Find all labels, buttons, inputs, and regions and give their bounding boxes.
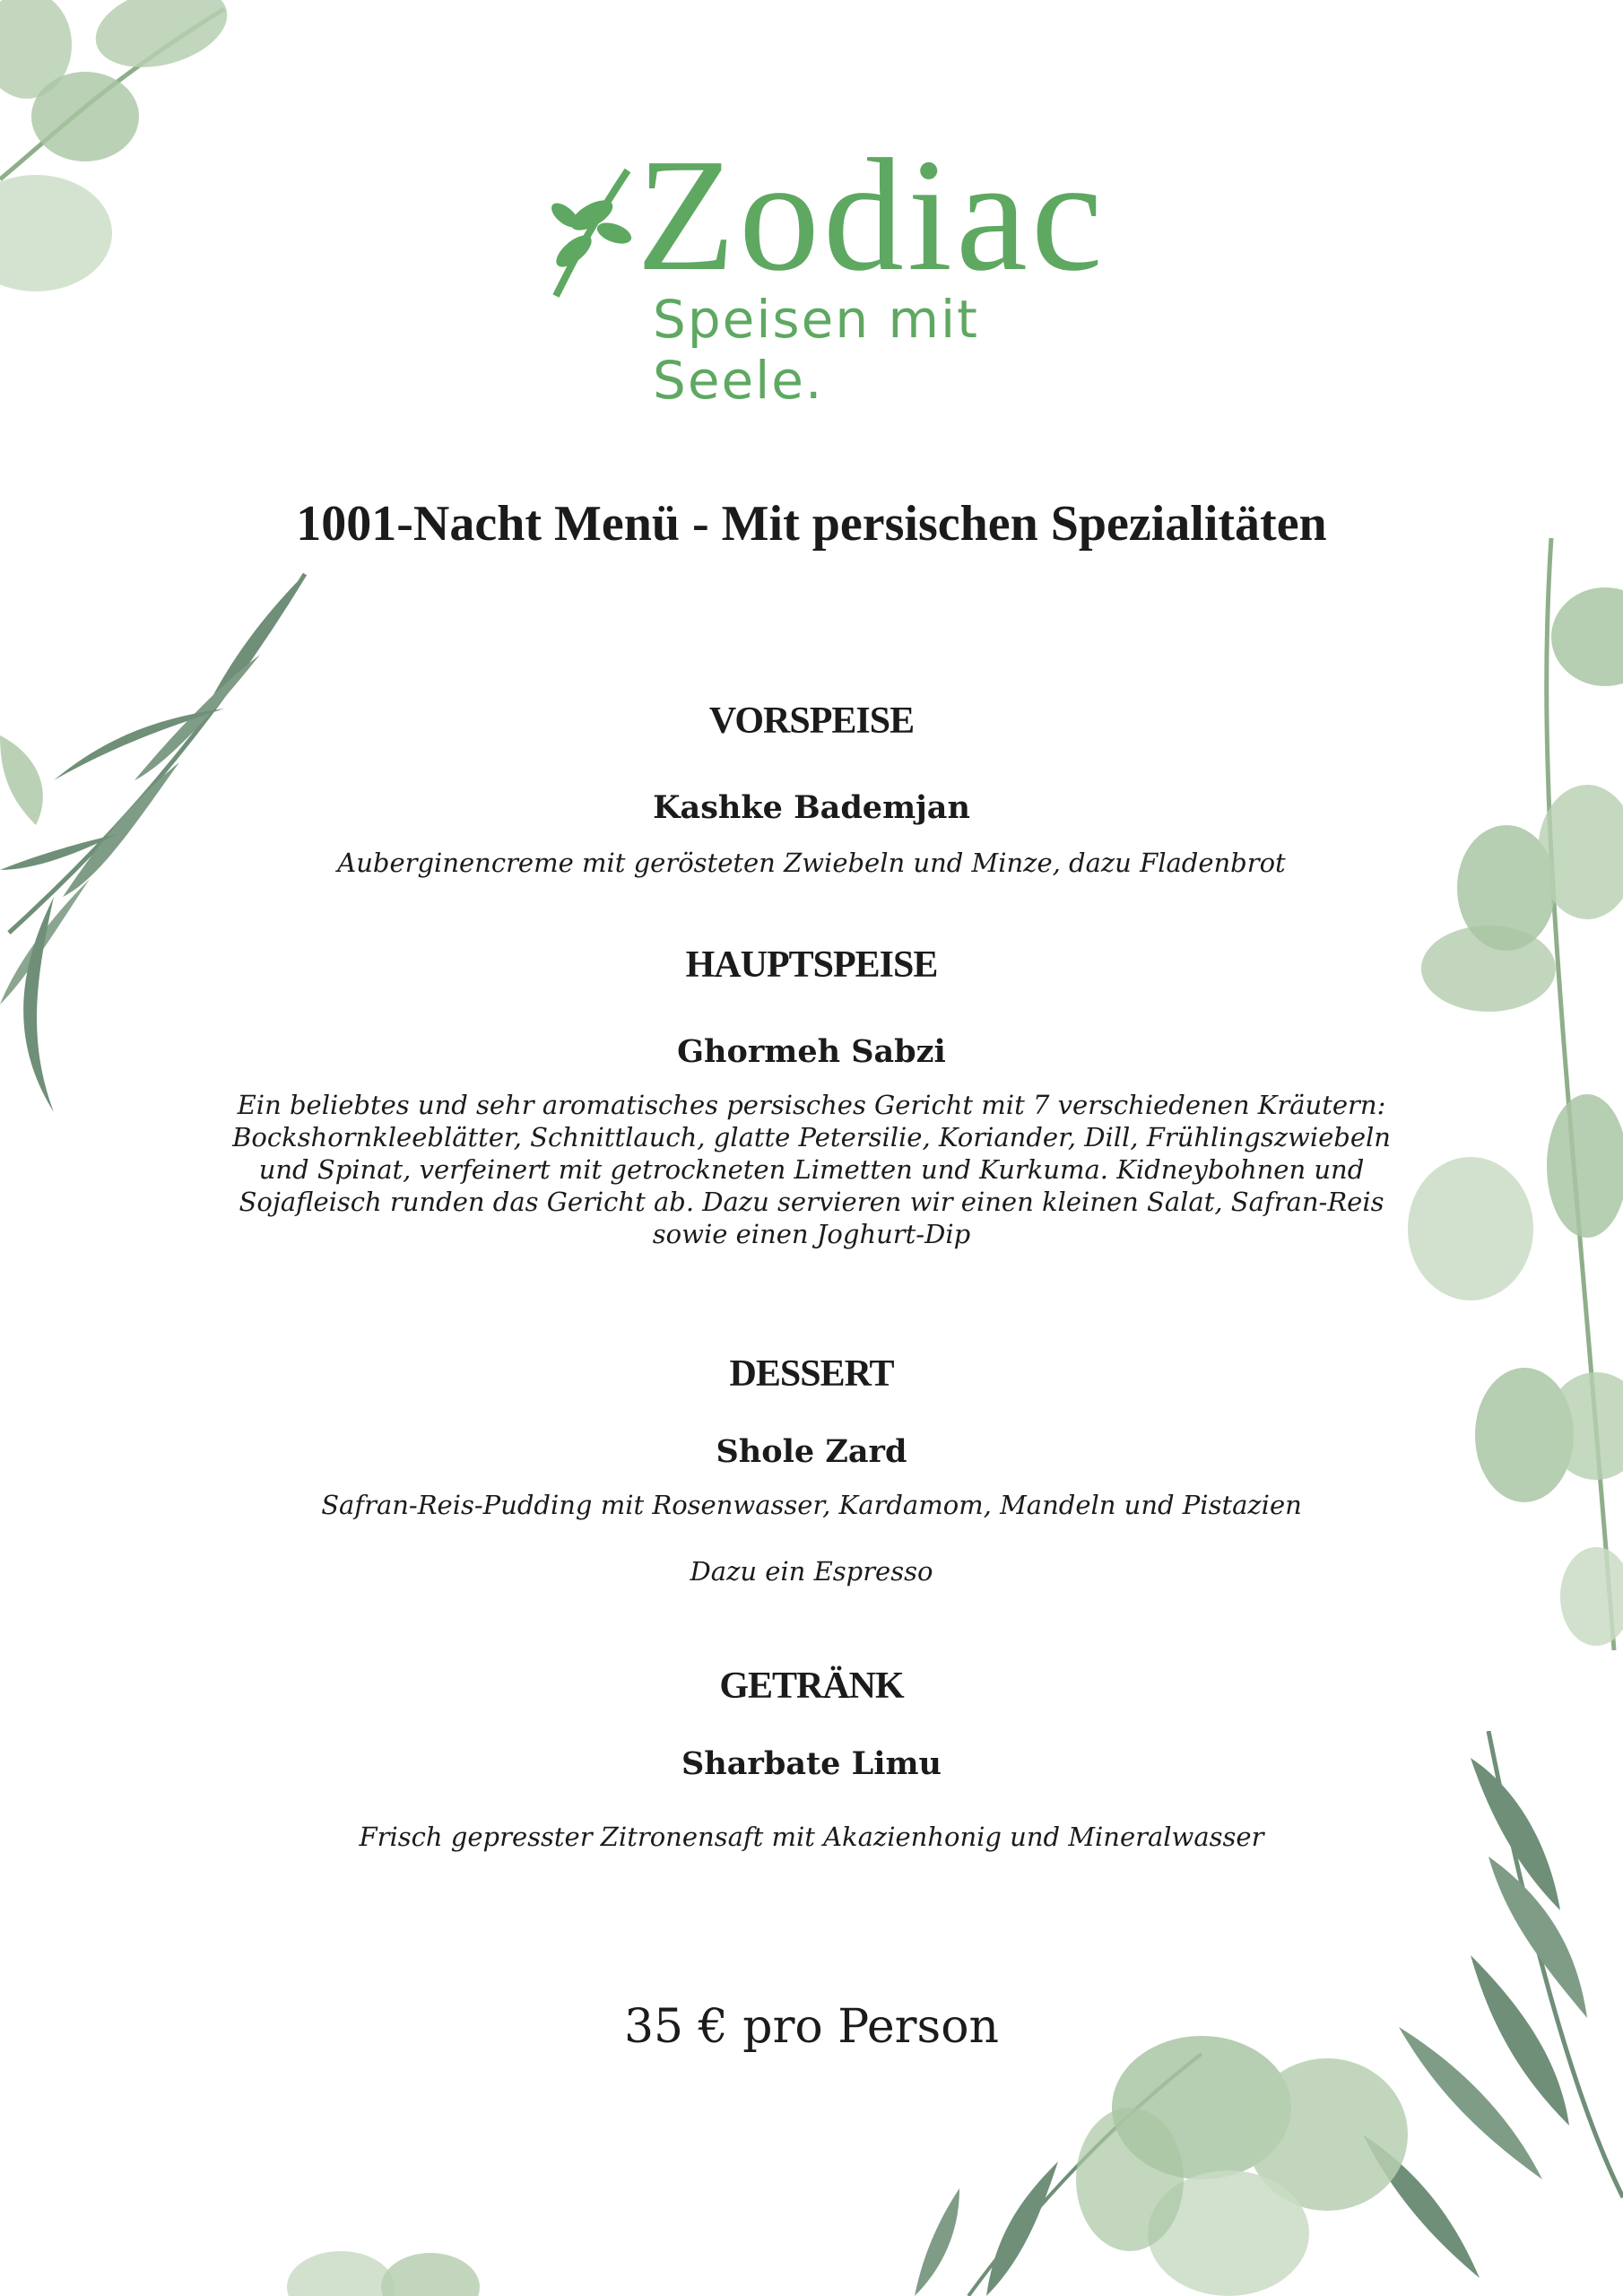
dish-name-vorspeise: Kashke Bademjan [653,789,970,826]
section-heading-hauptspeise: HAUPTSPEISE [685,944,938,986]
dish-name-dessert: Shole Zard [716,1433,907,1470]
brand-logo [502,126,1148,411]
brand-tagline: Speisen mit Seele. [653,289,979,411]
section-heading-dessert: DESSERT [729,1353,894,1395]
section-heading-getraenk: GETRÄNK [719,1665,904,1707]
eucalyptus-top-left-decoration [0,0,269,341]
dish-description-dessert: Safran-Reis-Pudding mit Rosenwasser, Kardamom, Mandeln und Pistazien [321,1490,1302,1520]
dessert-extra-note: Dazu ein Espresso [690,1556,933,1587]
dish-name-getraenk: Sharbate Limu [681,1745,942,1782]
dish-name-hauptspeise: Ghormeh Sabzi [677,1033,946,1070]
brand-name: Zodiac [637,126,1107,304]
section-heading-vorspeise: VORSPEISE [708,700,915,742]
dish-description-hauptspeise: Ein beliebtes und sehr aromatisches persisches Gericht mit 7 verschiedenen Kräutern: Bockshornkleeblätter, Schnittlauch, glatte Petersilie, Koriander, Dill, Frühlingszwiebeln und Spinat, verfeinert mit getrockneten Limetten und Kurkuma. Kidneybohnen und Sojafleisch runden das Gericht ab. Dazu servieren wir einen kleinen Salat, Safran-Reis sowie einen Joghurt-Dip [232,1090,1391,1249]
dish-description-vorspeise: Auberginencreme mit gerösteten Zwiebeln und Minze, dazu Fladenbrot [337,848,1286,878]
dish-description-getraenk: Frisch gepresster Zitronensaft mit Akazienhonig und Mineralwasser [359,1822,1264,1852]
menu-title: 1001-Nacht Menü - Mit persischen Spezialitäten [296,496,1327,552]
menu-price: 35 € pro Person [623,2000,1000,2054]
eucalyptus-bottom-left-decoration [269,2224,502,2296]
leaf-sprig-logo-icon [538,161,646,305]
